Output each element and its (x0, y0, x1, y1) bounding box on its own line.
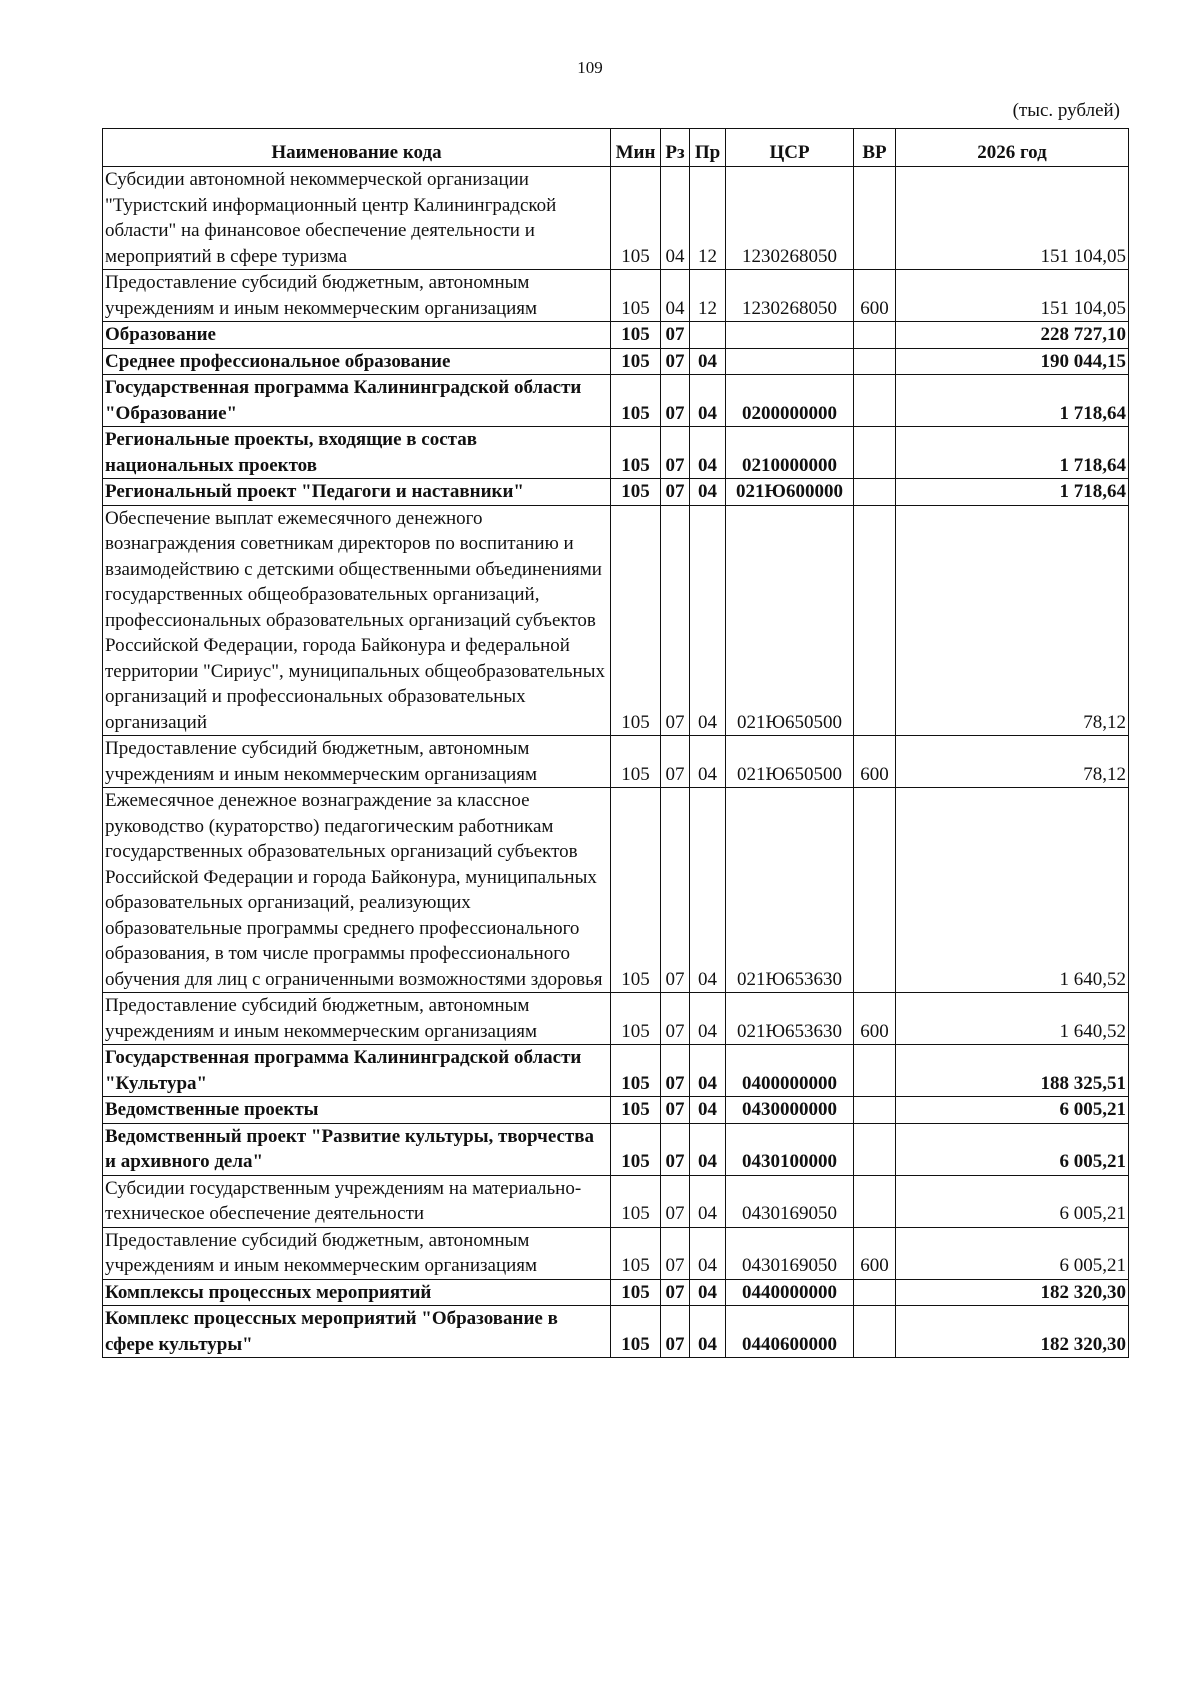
row-csr: 0430100000 (726, 1123, 854, 1175)
row-min: 105 (611, 1175, 661, 1227)
table-row (103, 322, 1129, 349)
header-pr: Пр (690, 129, 726, 167)
row-pr: 04 (690, 505, 726, 736)
row-name: Субсидии автономной некоммерческой организации "Туристский информационный центр Калининградской области" на финансовое обеспечение деятельности и мероприятий в сфере туризма (103, 167, 611, 270)
table-row (103, 375, 1129, 427)
row-vr (854, 1306, 896, 1358)
table-row (103, 993, 1129, 1045)
row-pr: 04 (690, 1279, 726, 1306)
row-pr: 04 (690, 348, 726, 375)
budget-table (102, 128, 1129, 1358)
row-min: 105 (611, 1227, 661, 1279)
table-header-row (103, 129, 1129, 167)
row-vr (854, 1097, 896, 1124)
row-name: Предоставление субсидий бюджетным, автономным учреждениям и иным некоммерческим организациям (103, 993, 611, 1045)
row-pr: 04 (690, 427, 726, 479)
row-pr: 04 (690, 993, 726, 1045)
row-name: Обеспечение выплат ежемесячного денежного вознаграждения советникам директоров по воспитанию и взаимодействию с детскими общественными объединениями государственных общеобразовательных организаций, профессиональных образовательных организаций субъектов Российской Федерации, города Байконура и федеральной территории "Сириус", муниципальных общеобразовательных организаций и профессиональных образовательных организаций (103, 505, 611, 736)
row-name: Государственная программа Калининградской области "Образование" (103, 375, 611, 427)
row-csr: 021Ю600000 (726, 479, 854, 506)
row-vr (854, 1175, 896, 1227)
row-pr: 04 (690, 1045, 726, 1097)
row-csr: 1230268050 (726, 167, 854, 270)
row-rz: 04 (661, 167, 690, 270)
row-pr: 04 (690, 736, 726, 788)
row-vr: 600 (854, 993, 896, 1045)
row-vr (854, 1045, 896, 1097)
table-row (103, 505, 1129, 736)
row-amount: 6 005,21 (896, 1175, 1129, 1227)
row-name: Комплекс процессных мероприятий "Образование в сфере культуры" (103, 1306, 611, 1358)
row-pr: 04 (690, 479, 726, 506)
table-row (103, 167, 1129, 270)
header-rz: Рз (661, 129, 690, 167)
row-rz: 07 (661, 479, 690, 506)
row-pr: 04 (690, 1175, 726, 1227)
row-rz: 07 (661, 1097, 690, 1124)
row-vr (854, 427, 896, 479)
table-row (103, 348, 1129, 375)
row-amount: 190 044,15 (896, 348, 1129, 375)
row-min: 105 (611, 479, 661, 506)
header-year: 2026 год (896, 129, 1129, 167)
row-amount: 6 005,21 (896, 1227, 1129, 1279)
row-vr (854, 505, 896, 736)
row-rz: 04 (661, 270, 690, 322)
row-csr: 0430169050 (726, 1175, 854, 1227)
header-name: Наименование кода (103, 129, 611, 167)
row-name: Ведомственные проекты (103, 1097, 611, 1124)
row-vr (854, 348, 896, 375)
row-rz: 07 (661, 427, 690, 479)
row-pr (690, 322, 726, 349)
row-vr (854, 479, 896, 506)
row-vr (854, 1279, 896, 1306)
row-amount: 151 104,05 (896, 167, 1129, 270)
header-min: Мин (611, 129, 661, 167)
row-min: 105 (611, 270, 661, 322)
row-min: 105 (611, 375, 661, 427)
row-csr: 021Ю650500 (726, 736, 854, 788)
row-amount: 1 718,64 (896, 427, 1129, 479)
table-row (103, 270, 1129, 322)
row-csr: 0400000000 (726, 1045, 854, 1097)
row-min: 105 (611, 736, 661, 788)
row-csr (726, 348, 854, 375)
row-rz: 07 (661, 322, 690, 349)
row-csr: 0210000000 (726, 427, 854, 479)
row-min: 105 (611, 322, 661, 349)
row-amount: 78,12 (896, 736, 1129, 788)
row-min: 105 (611, 993, 661, 1045)
row-csr: 021Ю653630 (726, 788, 854, 993)
row-rz: 07 (661, 788, 690, 993)
row-name: Субсидии государственным учреждениям на материально-техническое обеспечение деятельности (103, 1175, 611, 1227)
row-vr: 600 (854, 270, 896, 322)
row-amount: 228 727,10 (896, 322, 1129, 349)
row-name: Предоставление субсидий бюджетным, автономным учреждениям и иным некоммерческим организациям (103, 270, 611, 322)
row-name: Государственная программа Калининградской области "Культура" (103, 1045, 611, 1097)
row-name: Ведомственный проект "Развитие культуры, творчества и архивного дела" (103, 1123, 611, 1175)
row-min: 105 (611, 1306, 661, 1358)
row-rz: 07 (661, 1279, 690, 1306)
row-min: 105 (611, 788, 661, 993)
row-name: Ежемесячное денежное вознаграждение за классное руководство (кураторство) педагогическим работникам государственных образовательных организаций субъектов Российской Федерации и города Байконура, муниципальных образовательных организаций, реализующих образовательные программы среднего профессионального образования, в том числе программы профессионального обучения для лиц с ограниченными возможностями здоровья (103, 788, 611, 993)
header-csr: ЦСР (726, 129, 854, 167)
row-pr: 04 (690, 1123, 726, 1175)
table-row (103, 1123, 1129, 1175)
units-label: (тыс. рублей) (1012, 100, 1120, 121)
row-name: Региональные проекты, входящие в состав национальных проектов (103, 427, 611, 479)
row-amount: 151 104,05 (896, 270, 1129, 322)
row-amount: 78,12 (896, 505, 1129, 736)
row-name: Комплексы процессных мероприятий (103, 1279, 611, 1306)
row-name: Предоставление субсидий бюджетным, автономным учреждениям и иным некоммерческим организациям (103, 736, 611, 788)
row-amount: 6 005,21 (896, 1123, 1129, 1175)
row-min: 105 (611, 1279, 661, 1306)
row-vr (854, 167, 896, 270)
row-csr (726, 322, 854, 349)
row-amount: 1 718,64 (896, 479, 1129, 506)
row-vr (854, 1123, 896, 1175)
row-min: 105 (611, 1123, 661, 1175)
row-vr (854, 322, 896, 349)
row-amount: 6 005,21 (896, 1097, 1129, 1124)
row-pr: 04 (690, 1227, 726, 1279)
row-pr: 12 (690, 270, 726, 322)
row-csr: 0430169050 (726, 1227, 854, 1279)
row-rz: 07 (661, 993, 690, 1045)
row-rz: 07 (661, 1306, 690, 1358)
row-csr: 0440000000 (726, 1279, 854, 1306)
row-name: Среднее профессиональное образование (103, 348, 611, 375)
row-min: 105 (611, 1045, 661, 1097)
row-amount: 1 640,52 (896, 993, 1129, 1045)
row-vr (854, 375, 896, 427)
table-row (103, 1279, 1129, 1306)
row-name: Региональный проект "Педагоги и наставники" (103, 479, 611, 506)
row-min: 105 (611, 1097, 661, 1124)
row-vr: 600 (854, 736, 896, 788)
row-rz: 07 (661, 1123, 690, 1175)
table-row (103, 479, 1129, 506)
row-amount: 182 320,30 (896, 1279, 1129, 1306)
table-row (103, 1045, 1129, 1097)
row-csr: 0430000000 (726, 1097, 854, 1124)
row-vr: 600 (854, 1227, 896, 1279)
row-csr: 021Ю650500 (726, 505, 854, 736)
row-min: 105 (611, 427, 661, 479)
row-min: 105 (611, 167, 661, 270)
row-csr: 0440600000 (726, 1306, 854, 1358)
row-rz: 07 (661, 1227, 690, 1279)
row-amount: 182 320,30 (896, 1306, 1129, 1358)
row-rz: 07 (661, 375, 690, 427)
table-row (103, 736, 1129, 788)
row-amount: 1 640,52 (896, 788, 1129, 993)
row-vr (854, 788, 896, 993)
row-amount: 1 718,64 (896, 375, 1129, 427)
row-csr: 1230268050 (726, 270, 854, 322)
row-rz: 07 (661, 1045, 690, 1097)
table-row (103, 1306, 1129, 1358)
row-pr: 04 (690, 1097, 726, 1124)
page-number: 109 (577, 58, 603, 77)
table-body (103, 167, 1129, 1358)
row-rz: 07 (661, 1175, 690, 1227)
row-amount: 188 325,51 (896, 1045, 1129, 1097)
row-rz: 07 (661, 505, 690, 736)
row-pr: 12 (690, 167, 726, 270)
row-name: Предоставление субсидий бюджетным, автономным учреждениям и иным некоммерческим организациям (103, 1227, 611, 1279)
table-row (103, 788, 1129, 993)
table-row (103, 1175, 1129, 1227)
row-pr: 04 (690, 375, 726, 427)
row-min: 105 (611, 348, 661, 375)
row-rz: 07 (661, 348, 690, 375)
table-row (103, 1097, 1129, 1124)
table-row (103, 1227, 1129, 1279)
row-pr: 04 (690, 788, 726, 993)
row-min: 105 (611, 505, 661, 736)
row-rz: 07 (661, 736, 690, 788)
row-name: Образование (103, 322, 611, 349)
row-pr: 04 (690, 1306, 726, 1358)
table-row (103, 427, 1129, 479)
header-vr: ВР (854, 129, 896, 167)
row-csr: 021Ю653630 (726, 993, 854, 1045)
row-csr: 0200000000 (726, 375, 854, 427)
